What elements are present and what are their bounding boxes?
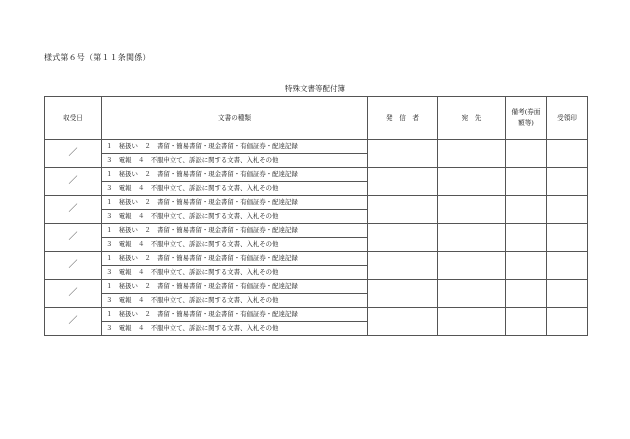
addressee-cell[interactable] bbox=[438, 280, 506, 308]
date-slash: ／ bbox=[68, 176, 78, 186]
addressee-cell[interactable] bbox=[438, 252, 506, 280]
document-type-option-line: ３ 電報 ４ 不服申立て、訴訟に関する文書、入札その他 bbox=[102, 294, 368, 308]
remarks-cell[interactable] bbox=[506, 224, 547, 252]
date-slash: ／ bbox=[68, 232, 78, 242]
remarks-cell[interactable] bbox=[506, 308, 547, 336]
document-type-option-line: １ 秘扱い ２ 書留・簡易書留・現金書留・有価証券・配達記録 bbox=[102, 140, 368, 154]
receipt-seal-cell[interactable] bbox=[547, 308, 588, 336]
receipt-seal-cell[interactable] bbox=[547, 140, 588, 168]
table-row bbox=[45, 280, 588, 294]
date-slash: ／ bbox=[68, 316, 78, 326]
document-type-option-line: １ 秘扱い ２ 書留・簡易書留・現金書留・有価証券・配達記録 bbox=[102, 224, 368, 238]
document-type-option-line: １ 秘扱い ２ 書留・簡易書留・現金書留・有価証券・配達記録 bbox=[102, 308, 368, 322]
date-slash: ／ bbox=[68, 204, 78, 214]
remarks-cell[interactable] bbox=[506, 252, 547, 280]
document-type-option-line: １ 秘扱い ２ 書留・簡易書留・現金書留・有価証券・配達記録 bbox=[102, 196, 368, 210]
received-date-cell[interactable] bbox=[45, 196, 102, 224]
table-row bbox=[45, 168, 588, 182]
received-date-cell[interactable] bbox=[45, 252, 102, 280]
remarks-cell[interactable] bbox=[506, 140, 547, 168]
addressee-cell[interactable] bbox=[438, 224, 506, 252]
header-document-type: 文書の種類 bbox=[102, 97, 368, 140]
form-label: 様式第６号（第１１条関係） bbox=[44, 53, 151, 62]
receipt-seal-cell[interactable] bbox=[547, 280, 588, 308]
table-row bbox=[45, 140, 588, 154]
addressee-cell[interactable] bbox=[438, 196, 506, 224]
table-row bbox=[45, 252, 588, 266]
date-slash: ／ bbox=[68, 148, 78, 158]
document-type-option-line: １ 秘扱い ２ 書留・簡易書留・現金書留・有価証券・配達記録 bbox=[102, 252, 368, 266]
addressee-cell[interactable] bbox=[438, 308, 506, 336]
sender-cell[interactable] bbox=[368, 196, 438, 224]
page-title: 特殊文書等配付簿 bbox=[285, 84, 345, 93]
remarks-cell[interactable] bbox=[506, 168, 547, 196]
header-remarks-label: 備考(券面額等) bbox=[511, 108, 541, 127]
remarks-cell[interactable] bbox=[506, 280, 547, 308]
document-type-option-line: ３ 電報 ４ 不服申立て、訴訟に関する文書、入札その他 bbox=[102, 266, 368, 280]
table-row bbox=[45, 196, 588, 210]
header-receipt-seal: 受領印 bbox=[547, 97, 588, 140]
addressee-cell[interactable] bbox=[438, 168, 506, 196]
document-type-option-line: ３ 電報 ４ 不服申立て、訴訟に関する文書、入札その他 bbox=[102, 238, 368, 252]
received-date-cell[interactable] bbox=[45, 140, 102, 168]
receipt-seal-cell[interactable] bbox=[547, 224, 588, 252]
received-date-cell[interactable] bbox=[45, 224, 102, 252]
remarks-cell[interactable] bbox=[506, 196, 547, 224]
header-remarks bbox=[506, 97, 547, 140]
receipt-seal-cell[interactable] bbox=[547, 252, 588, 280]
distribution-register-table bbox=[44, 96, 588, 336]
sender-cell[interactable] bbox=[368, 140, 438, 168]
register-body bbox=[45, 140, 588, 336]
receipt-seal-cell[interactable] bbox=[547, 196, 588, 224]
table-row bbox=[45, 224, 588, 238]
date-slash: ／ bbox=[68, 288, 78, 298]
document-type-option-line: １ 秘扱い ２ 書留・簡易書留・現金書留・有価証券・配達記録 bbox=[102, 280, 368, 294]
header-received-date: 収受日 bbox=[45, 97, 102, 140]
received-date-cell[interactable] bbox=[45, 168, 102, 196]
sender-cell[interactable] bbox=[368, 308, 438, 336]
header-addressee: 宛 先 bbox=[438, 97, 506, 140]
document-type-option-line: ３ 電報 ４ 不服申立て、訴訟に関する文書、入札その他 bbox=[102, 182, 368, 196]
document-type-option-line: １ 秘扱い ２ 書留・簡易書留・現金書留・有価証券・配達記録 bbox=[102, 168, 368, 182]
sender-cell[interactable] bbox=[368, 224, 438, 252]
document-type-option-line: ３ 電報 ４ 不服申立て、訴訟に関する文書、入札その他 bbox=[102, 154, 368, 168]
document-type-option-line: ３ 電報 ４ 不服申立て、訴訟に関する文書、入札その他 bbox=[102, 210, 368, 224]
date-slash: ／ bbox=[68, 260, 78, 270]
table-row bbox=[45, 308, 588, 322]
sender-cell[interactable] bbox=[368, 252, 438, 280]
sender-cell[interactable] bbox=[368, 280, 438, 308]
document-type-option-line: ３ 電報 ４ 不服申立て、訴訟に関する文書、入札その他 bbox=[102, 322, 368, 336]
addressee-cell[interactable] bbox=[438, 140, 506, 168]
received-date-cell[interactable] bbox=[45, 280, 102, 308]
header-sender: 発 信 者 bbox=[368, 97, 438, 140]
receipt-seal-cell[interactable] bbox=[547, 168, 588, 196]
sender-cell[interactable] bbox=[368, 168, 438, 196]
received-date-cell[interactable] bbox=[45, 308, 102, 336]
table-header-row bbox=[45, 97, 588, 140]
